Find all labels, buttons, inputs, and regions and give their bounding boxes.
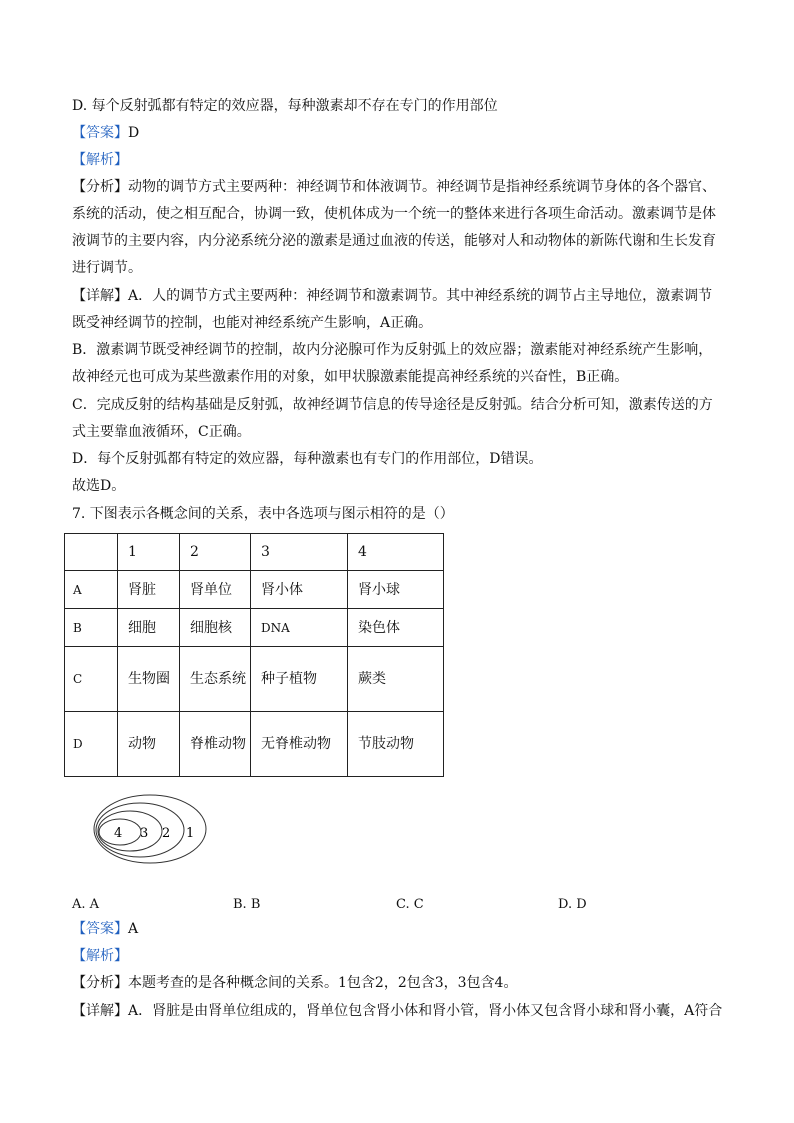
table-cell: 3 [251, 534, 348, 571]
venn-label-4: 4 [114, 826, 123, 841]
analysis-detail-line: B．激素调节既受神经调节的控制，故内分泌腺可作为反射弧上的效应器；激素能对神经系统产生影响， [72, 342, 713, 358]
analysis-fenxi-line: 进行调节。 [72, 260, 142, 276]
analysis-detail-line: 故选D。 [72, 478, 126, 494]
xiangjie-tag: 【详解】 [72, 288, 128, 304]
table-row [65, 609, 444, 647]
table-cell: 肾小球 [348, 571, 444, 609]
option-a: A. A [72, 897, 100, 912]
table-cell: DNA [251, 609, 348, 647]
table-cell: 无脊椎动物 [251, 712, 348, 777]
venn-label-2: 2 [162, 826, 171, 841]
table-cell: 种子植物 [251, 647, 348, 712]
table-cell: 节肢动物 [348, 712, 444, 777]
option-d: D. D [558, 897, 587, 912]
analysis-fenxi-line: 【分析】动物的调节方式主要两种：神经调节和体液调节。神经调节是指神经系统调节身体的各个器官、 [72, 179, 716, 195]
table-cell: 生态系统 [180, 647, 251, 712]
row-label: C [65, 647, 118, 712]
answer-tag: 【答案】 [72, 921, 128, 937]
venn-label-3: 3 [140, 826, 149, 841]
fenxi-tag: 【分析】 [72, 975, 128, 991]
table-cell [65, 534, 118, 571]
analysis-detail-line: C．完成反射的结构基础是反射弧，故神经调节信息的传导途径是反射弧。结合分析可知，激素传送的方 [72, 397, 713, 413]
table-cell: 生物圈 [118, 647, 180, 712]
option-c: C. C [396, 897, 424, 912]
xiangjie-tag: 【详解】 [72, 1003, 128, 1019]
row-label: B [65, 609, 118, 647]
table-cell: 动物 [118, 712, 180, 777]
analysis-tag: 【解析】 [72, 152, 128, 168]
table-row [65, 534, 444, 571]
analysis-fenxi-line: 系统的活动，使之相互配合，协调一致，使机体成为一个统一的整体来进行各项生命活动。激素调节是体 [72, 206, 716, 222]
table-cell: 脊椎动物 [180, 712, 251, 777]
analysis-detail-line: 既受神经调节的控制，也能对神经系统产生影响，A正确。 [72, 315, 433, 331]
analysis-fenxi-line: 【分析】本题考查的是各种概念间的关系。1包含2，2包含3，3包含4。 [72, 975, 518, 991]
answer-value: A [128, 921, 139, 937]
analysis-detail-line: 【详解】A．肾脏是由肾单位组成的，肾单位包含肾小体和肾小管，肾小体又包含肾小球和肾小囊，A符合 [72, 1003, 723, 1019]
answer-tag: 【答案】 [72, 125, 128, 141]
nested-ellipses-diagram [92, 792, 212, 866]
option-b: B. B [233, 897, 261, 912]
row-label: A [65, 571, 118, 609]
table-row [65, 712, 444, 777]
table-cell: 蕨类 [348, 647, 444, 712]
analysis-detail-line: 故神经元也可成为某些激素作用的对象，如甲状腺激素能提高神经系统的兴奋性，B正确。 [72, 369, 629, 385]
ellipse-3 [98, 811, 162, 851]
analysis-detail-line: 式主要靠血液循环，C正确。 [72, 424, 251, 440]
analysis-detail-line: 【详解】A．人的调节方式主要两种：神经调节和激素调节。其中神经系统的调节占主导地位，激素调节 [72, 288, 713, 304]
prev-option-d: D. 每个反射弧都有特定的效应器，每种激素却不存在专门的作用部位 [72, 98, 498, 114]
table-cell: 染色体 [348, 609, 444, 647]
row-label: D [65, 712, 118, 777]
table-row [65, 571, 444, 609]
table-cell: 1 [118, 534, 180, 571]
table-cell: 2 [180, 534, 251, 571]
table-cell: 4 [348, 534, 444, 571]
analysis-detail-line: D．每个反射弧都有特定的效应器，每种激素也有专门的作用部位，D错误。 [72, 451, 543, 467]
table-cell: 细胞 [118, 609, 180, 647]
answer-1 [72, 123, 722, 143]
analysis-tag: 【解析】 [72, 948, 128, 964]
answer-value: D [128, 125, 140, 141]
table-row [65, 647, 444, 712]
question-7: 7. 下图表示各概念间的关系，表中各选项与图示相符的是（） [72, 506, 454, 522]
table-cell: 肾脏 [118, 571, 180, 609]
analysis-fenxi-line: 液调节的主要内容，内分泌系统分泌的激素是通过血液的传送，能够对人和动物体的新陈代谢和生长发育 [72, 233, 716, 249]
fenxi-tag: 【分析】 [72, 179, 128, 195]
venn-label-1: 1 [186, 826, 195, 841]
concept-table [64, 533, 444, 777]
answer-2 [72, 919, 722, 939]
table-cell: 细胞核 [180, 609, 251, 647]
table-cell: 肾单位 [180, 571, 251, 609]
table-cell: 肾小体 [251, 571, 348, 609]
